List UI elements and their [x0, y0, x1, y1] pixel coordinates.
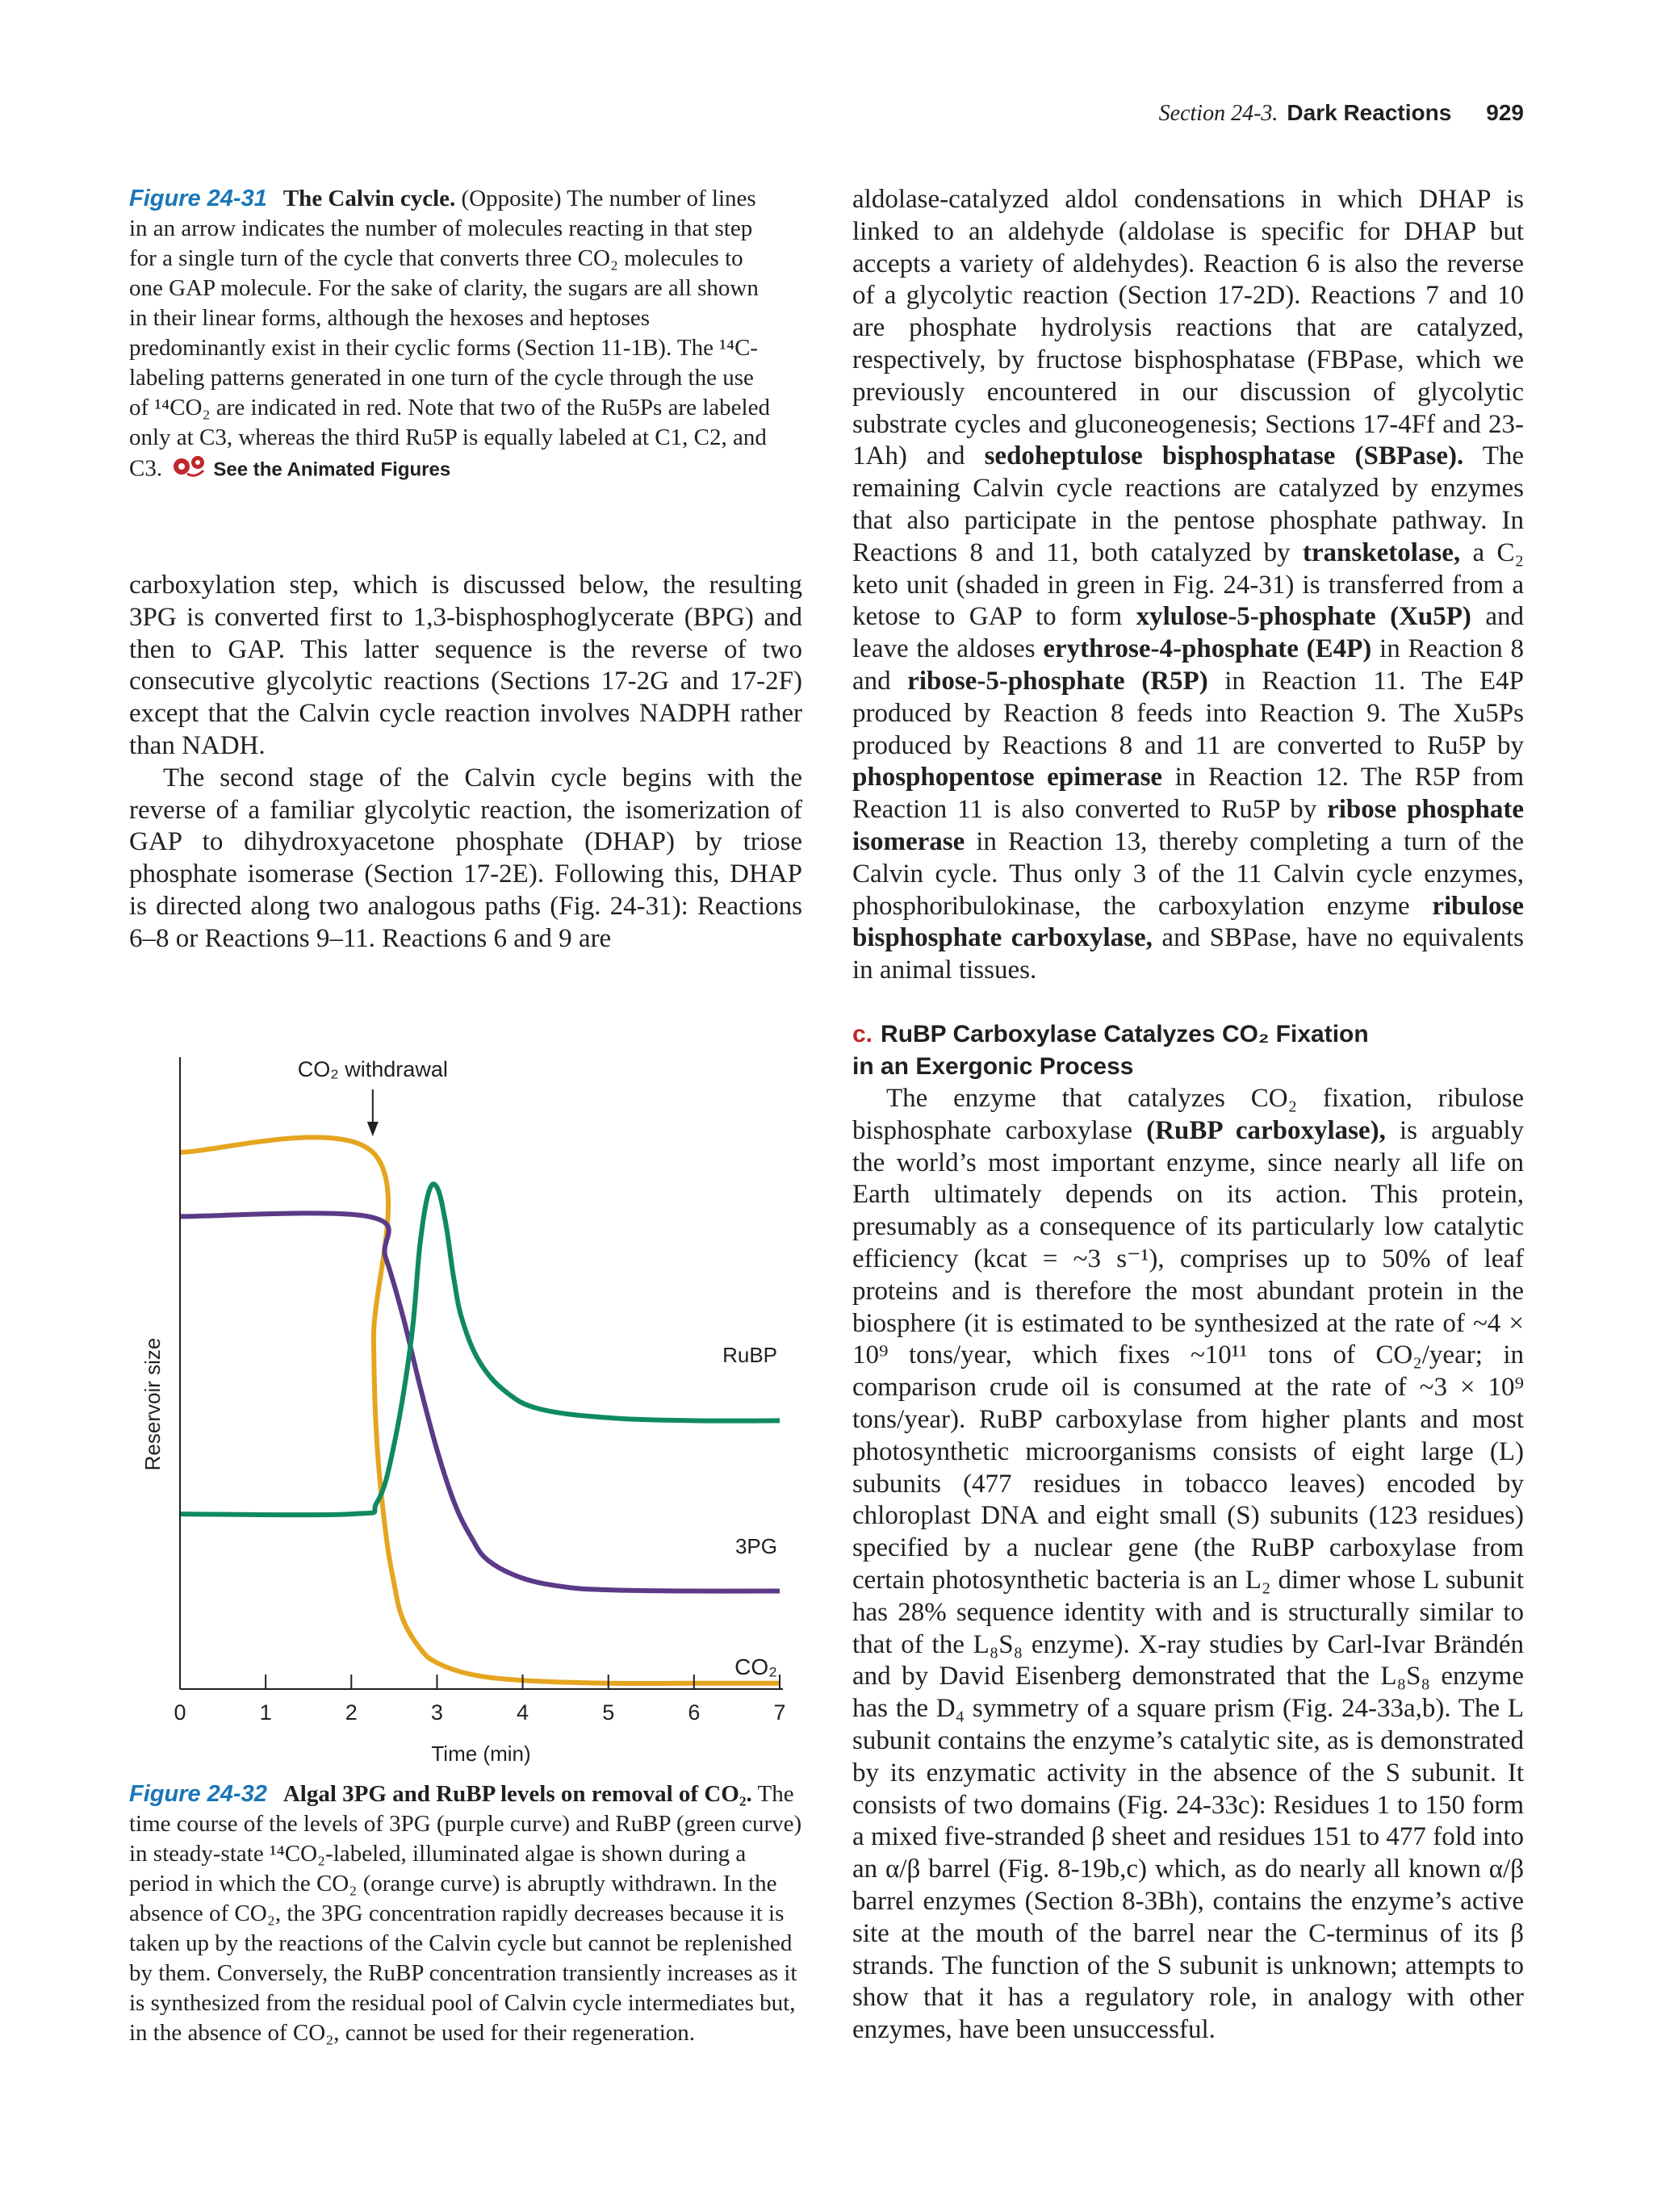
x-tick-label: 3 — [430, 1700, 443, 1725]
x-tick-label: 7 — [773, 1700, 786, 1725]
paragraph: aldolase-catalyzed aldol condensations in which DHAP is linked to an aldehyde (aldolase is specific for DHAP but accepts a variety of aldehydes). Reaction 6 is also the reverse of a glycolytic reaction (Section 17-2D). Reactions 7 and 10 are phosphate hydrolysis reactions that are catalyzed, respectively, by fructose bisphosphatase (FBPase, which we previously encountered in our discussion of glycolytic substrate cycles and gluconeogenesis; Sections 17-4Ff and 23-1Ah) and sedoheptulose bisphosphatase (SBPase). The remaining Calvin cycle reactions are catalyzed by enzymes that also participate in the pentose phosphate pathway. In Reactions 8 and 11, both catalyzed by transketolase, a C₂ keto unit (shaded in green in Fig. 24-31) is transferred from a ketose to GAP to form xylulose-5-phosphate (Xu5P) and leave the aldoses erythrose-4-phosphate (E4P) in Reaction 8 and ribose-5-phosphate (R5P) in Reaction 11. The E4P produced by Reaction 8 feeds into Reaction 9. The Xu5Ps produced by Reactions 8 and 11 are converted to Ru5P by phosphopentose epimerase in Reaction 12. The R5P from Reaction 11 is also converted to Ru5P by ribose phosphate isomerase in Reaction 13, thereby completing a turn of the Calvin cycle. Thus only 3 of the 11 Calvin cycle enzymes, phosphoribulokinase, the carboxylation enzyme ribulose bisphosphate carboxylase, and SBPase, have no equivalents in animal tissues. — [852, 185, 1525, 985]
section-heading-line-2: in an Exergonic Process — [852, 1053, 1134, 1080]
section-title: Dark Reactions — [1287, 100, 1452, 125]
x-tick-label: 2 — [345, 1700, 358, 1725]
section-letter: c. — [852, 1021, 873, 1047]
right-column-text — [852, 184, 1524, 987]
arrow-head — [367, 1122, 379, 1136]
rubp-curve-label: RuBP — [722, 1343, 777, 1367]
y-axis-label: Reservoir size — [140, 1337, 165, 1471]
section-heading — [852, 1018, 1538, 1083]
3pg-curve-label: 3PG — [734, 1534, 777, 1558]
left-column-text — [129, 570, 802, 955]
co2-withdrawal-annotation: CO₂ withdrawal — [297, 1057, 448, 1081]
x-tick-label: 1 — [259, 1700, 272, 1725]
figure-title: The Calvin cycle. — [282, 186, 456, 211]
withdrawal-arrow — [367, 1089, 379, 1136]
right-column-text-2 — [852, 1083, 1524, 2047]
x-tick-label: 0 — [174, 1700, 186, 1725]
animated-figure-icon[interactable] — [171, 453, 208, 488]
figure-24-31-caption — [129, 184, 775, 488]
rubp-series-line — [180, 1184, 780, 1515]
x-tick-label: 5 — [602, 1700, 615, 1725]
3pg-series-line — [180, 1213, 780, 1591]
x-tick-label: 6 — [688, 1700, 701, 1725]
section-number: Section 24-3. — [1158, 101, 1278, 126]
x-axis-label: Time (min) — [431, 1742, 531, 1766]
running-header — [1159, 100, 1524, 127]
co2-series-line — [180, 1137, 780, 1683]
section-heading-line-1: RuBP Carboxylase Catalyzes CO₂ Fixation — [881, 1021, 1369, 1047]
plot-area — [180, 1137, 780, 1683]
figure-caption-text: The time course of the levels of 3PG (purple curve) and RuBP (green curve) in steady-state ¹⁴CO₂-labeled, illuminated algae is shown during a period in which the CO₂ (orange curve) is abruptly withdrawn. In the absence of CO₂, the 3PG concentration rapidly decreases because it is taken up by the reactions of the Calvin cycle but cannot be replenished by them. Conversely, the RuBP concentration transiently increases as it is synthesized from the residual pool of Calvin cycle intermediates but, in the absence of CO₂, cannot be used for their regeneration. — [129, 1781, 802, 2046]
x-tick-label: 4 — [517, 1700, 529, 1725]
figure-24-32-caption — [129, 1779, 807, 2048]
x-axis-ticks — [174, 1675, 785, 1725]
animated-figures-link[interactable]: See the Animated Figures — [213, 458, 451, 481]
figure-caption-text: (Opposite) The number of lines in an arrow indicates the number of molecules reacting in that step for a single turn of the cycle that converts three CO₂ molecules to one GAP molecule. For the sake of clarity, the sugars are all shown in their linear forms, although the hexoses and heptoses predominantly exist in their cyclic forms (Section 11-1B). The ¹⁴C-labeling patterns generated in one turn of the cycle through the use of ¹⁴CO₂ are indicated in red. Note that two of the Ru5Ps are labeled only at C3, whereas the third Ru5P is equally labeled at C1, C2, and C3. — [129, 186, 770, 482]
page-number: 929 — [1486, 100, 1524, 125]
figure-label: Figure 24-31 — [129, 186, 267, 211]
paragraph: carboxylation step, which is discussed below, the resulting 3PG is converted first to 1,3-bisphosphoglycerate (BPG) and then to GAP. This latter sequence is the reverse of two consecutive glycolytic reactions (Sections 17-2G and 17-2F) except that the Calvin cycle reaction involves NADPH rather than NADH. — [129, 571, 802, 760]
figure-title: Algal 3PG and RuBP levels on removal of CO₂. — [282, 1781, 752, 1807]
paragraph: The second stage of the Calvin cycle begins with the reverse of a familiar glycolytic reaction, the isomerization of GAP to dihydroxyacetone phosphate (DHAP) by triose phosphate isomerase (Section 17-2E). Following this, DHAP is directed along two analogous paths (Fig. 24-31): Reactions 6–8 or Reactions 9–11. Reactions 6 and 9 are — [129, 763, 802, 953]
figure-24-32-chart — [129, 1041, 807, 1767]
figure-label: Figure 24-32 — [129, 1781, 267, 1807]
paragraph: The enzyme that catalyzes CO₂ fixation, ribulose bisphosphate carboxylase (RuBP carboxylase), is arguably the world’s most important enzyme, since nearly all life on Earth ultimately depends on its action. This protein, presumably as a consequence of its particularly low catalytic efficiency (kcat = ~3 s⁻¹), comprises up to 50% of leaf proteins and is therefore the most abundant protein in the biosphere (it is estimated to be synthesized at the rate of ~4 × 10⁹ tons/year, which fixes ~10¹¹ tons of CO₂/year; in comparison crude oil is consumed at the rate of ~3 × 10⁹ tons/year). RuBP carboxylase from higher plants and most photosynthetic microorganisms consists of eight large (L) subunits (477 residues in tobacco leaves) encoded by chloroplast DNA and eight small (S) subunits (123 residues) specified by a nuclear gene (the RuBP carboxylase from certain photosynthetic bacteria is an L₂ dimer whose L subunit has 28% sequence identity with and is structurally similar to that of the L₈S₈ enzyme). X-ray studies by Carl-Ivar Brändén and by David Eisenberg demonstrated that the L₈S₈ enzyme has the D₄ symmetry of a square prism (Fig. 24-33a,b). The L subunit contains the enzyme’s catalytic site, as is demonstrated by its enzymatic activity in the absence of the S subunit. It consists of two domains (Fig. 24-33c): Residues 1 to 150 form a mixed five-stranded β sheet and residues 151 to 477 fold into an α/β barrel (Fig. 8-19b,c) which, as do nearly all known α/β barrel enzymes (Section 8-3Bh), contains the enzyme’s active site at the mouth of the barrel near the C-terminus of its β strands. The function of the S subunit is unknown; attempts to show that it has a regulatory role, in analogy with other enzymes, have been unsuccessful. — [852, 1084, 1524, 2045]
co2-curve-label: CO₂ — [734, 1654, 777, 1679]
